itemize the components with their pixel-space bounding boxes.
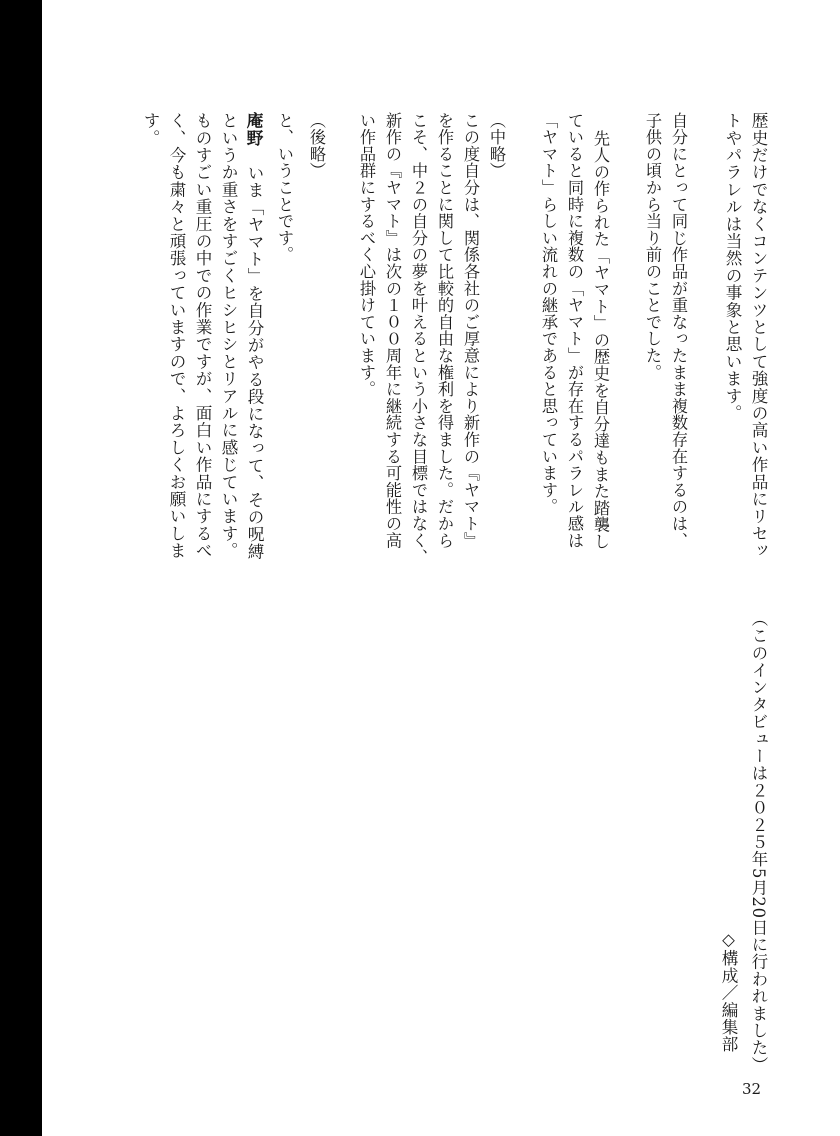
text-column: （後略） xyxy=(307,112,326,180)
interview-date-note: （このインタビューは２０２５年5月20日に行われました） xyxy=(749,610,768,1074)
speaker-name: 庵野 xyxy=(244,112,264,147)
text-column: を作ることに関して比較的自由な権利を得ました。だから xyxy=(435,112,454,549)
credit-line: ◇構成／編集部 xyxy=(719,930,738,1053)
text-column: と、いうことです。 xyxy=(275,112,294,264)
text-column: 子供の頃から当り前のことでした。 xyxy=(643,112,662,381)
text-column: というか重さをすごくヒシヒシとリアルに感じています。 xyxy=(219,112,238,560)
text-column xyxy=(241,112,267,560)
text-column: この度自分は、関係各社のご厚意により新作の『ヤマト』 xyxy=(461,112,480,549)
text-column: 新作の『ヤマト』は次の１００周年に継続する可能性の高 xyxy=(383,112,402,549)
text-column: こそ、中２の自分の夢を叶えるという小さな目標ではなく、 xyxy=(409,112,428,566)
text-column: 先人の作られた「ヤマト」の歴史を自分達もまた踏襲し xyxy=(591,130,610,550)
text-column: 自分にとって同じ作品が重なったまま複数存在するのは、 xyxy=(669,112,688,549)
text-column: （中略） xyxy=(487,112,506,180)
text-column: ものすごい重圧の中での作業ですが、面白い作品にするべ xyxy=(193,112,212,560)
text-column: す。 xyxy=(141,112,160,147)
text-column: 「ヤマト」らしい流れの継承であると思っています。 xyxy=(539,112,558,516)
text-column: トやパラレルは当然の事象と思います。 xyxy=(723,112,742,422)
text-column: い作品群にするべく心掛けています。 xyxy=(357,112,376,398)
text-column: 歴史だけでなくコンテンツとして強度の高い作品にリセッ xyxy=(749,112,768,560)
speaker-text: いま「ヤマト」を自分がやる段になって、その呪縛 xyxy=(245,164,264,561)
text-column: ていると同時に複数の「ヤマト」が存在するパラレル感は xyxy=(565,112,584,549)
binding-spine xyxy=(0,0,42,1136)
text-column: く、今も粛々と頑張っていますので、よろしくお願いしま xyxy=(167,112,186,560)
page-number: 32 xyxy=(742,1080,762,1098)
